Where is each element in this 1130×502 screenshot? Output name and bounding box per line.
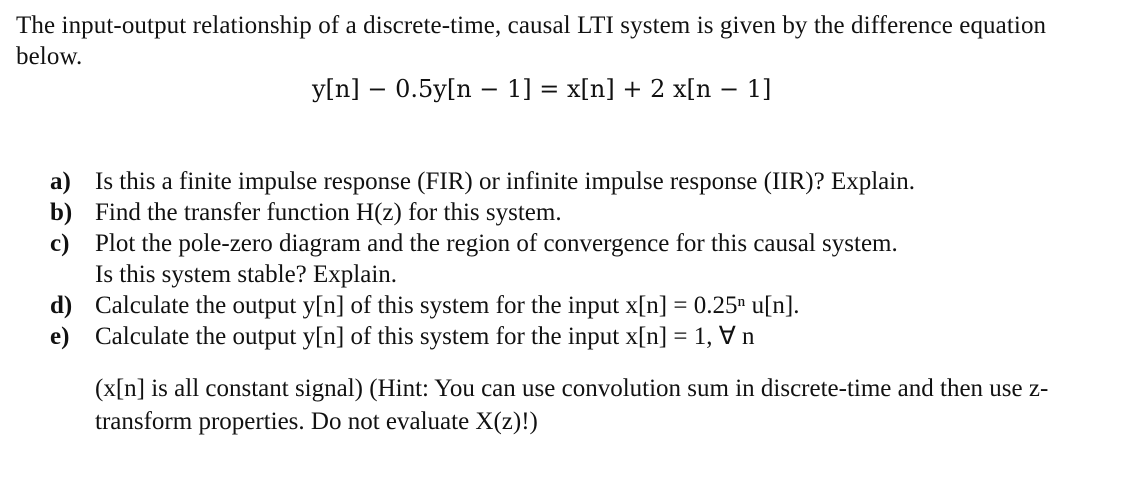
question-e <box>50 321 1110 352</box>
question-label: e) <box>50 323 70 350</box>
question-text-block <box>95 228 1110 290</box>
question-text: Calculate the output y[n] of this system for the input x[n] = 0.25ⁿ u[n]. <box>95 292 800 319</box>
hint-text: (x[n] is all constant signal) (Hint: You can use convolution sum in discrete-time and then use z-transform properties. Do not evaluate X(z)!) <box>95 375 1049 435</box>
question-text: Find the transfer function H(z) for this system. <box>95 199 562 226</box>
question-list <box>50 166 1110 352</box>
question-label: d) <box>50 292 73 319</box>
question-b <box>50 197 1110 228</box>
question-text: Plot the pole-zero diagram and the region of convergence for this causal system. <box>95 230 898 257</box>
question-label: b) <box>50 199 73 226</box>
question-a <box>50 166 1110 197</box>
question-d <box>50 290 1110 321</box>
question-text: Is this a finite impulse response (FIR) or infinite impulse response (IIR)? Explain. <box>95 168 915 195</box>
difference-equation: y[n] − 0.5y[n − 1] = x[n] + 2 x[n − 1] <box>312 75 772 103</box>
question-label: c) <box>50 230 70 257</box>
question-text-continued: Is this system stable? Explain. <box>95 261 398 288</box>
question-text: Calculate the output y[n] of this system for the input x[n] = 1, ∀ n <box>95 323 755 350</box>
question-label: a) <box>50 168 71 195</box>
problem-intro: The input-output relationship of a discrete-time, causal LTI system is given by the difference equation below. <box>16 12 1047 70</box>
question-c <box>50 228 1110 290</box>
